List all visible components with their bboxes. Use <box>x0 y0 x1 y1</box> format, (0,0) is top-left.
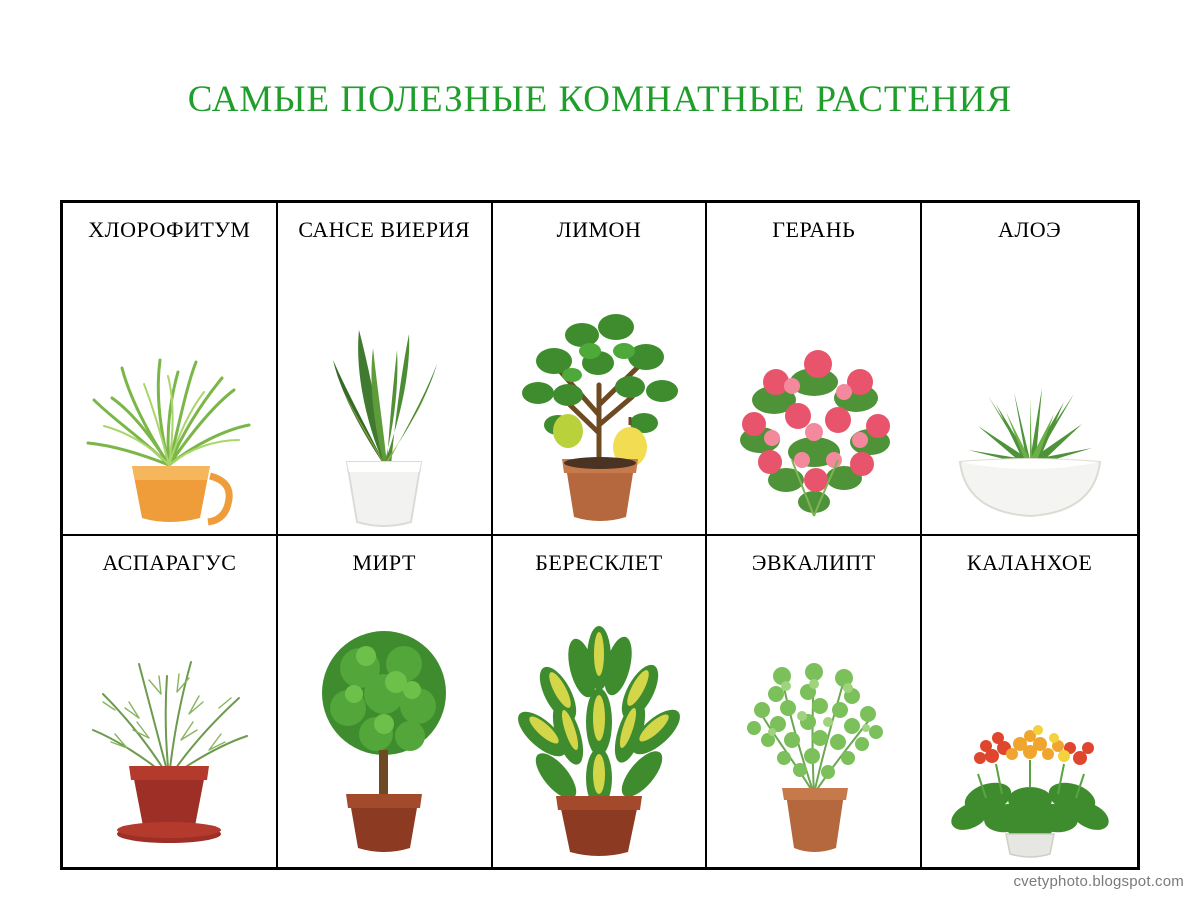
plant-cell-chlorophytum[interactable] <box>63 203 278 534</box>
plant-name-label: КАЛАНХОЕ <box>966 550 1093 575</box>
plant-cell-kalanchoe[interactable] <box>922 536 1137 867</box>
myrtle-topiary-in-brown-pot-icon <box>278 578 491 867</box>
plant-cell-sansevieria[interactable] <box>278 203 493 534</box>
plant-cell-myrtle[interactable] <box>278 536 493 867</box>
spider-plant-in-orange-pot-icon <box>63 245 276 534</box>
plant-table <box>60 200 1140 870</box>
table-row <box>63 536 1137 867</box>
plant-cell-eucalyptus[interactable] <box>707 536 922 867</box>
snake-plant-in-white-pot-icon <box>278 245 491 534</box>
kalanchoe-flowering-plant-icon <box>922 578 1137 867</box>
watermark: cvetyphoto.blogspot.com <box>1013 873 1184 890</box>
asparagus-fern-in-red-pot-icon <box>63 578 276 867</box>
page-title: САМЫЕ ПОЛЕЗНЫЕ КОМНАТНЫЕ РАСТЕНИЯ <box>187 79 1013 120</box>
plant-cell-geranium[interactable] <box>707 203 922 534</box>
euonymus-variegated-in-pot-icon <box>493 578 706 867</box>
plant-cell-euonymus[interactable] <box>493 536 708 867</box>
plant-cell-asparagus[interactable] <box>63 536 278 867</box>
aloe-in-white-bowl-icon <box>922 245 1137 534</box>
plant-cell-lemon[interactable] <box>493 203 708 534</box>
plant-name-label: МИРТ <box>352 550 416 575</box>
pink-geranium-flowers-icon <box>707 245 920 534</box>
plant-name-label: ЛИМОН <box>556 217 642 242</box>
plant-name-label: АЛОЭ <box>997 217 1062 242</box>
plant-name-label: БЕРЕСКЛЕТ <box>535 550 663 575</box>
eucalyptus-in-terracotta-pot-icon <box>707 578 920 867</box>
plant-name-label: ГЕРАНЬ <box>772 217 856 242</box>
table-row <box>63 203 1137 536</box>
plant-cell-aloe[interactable] <box>922 203 1137 534</box>
lemon-tree-in-terracotta-pot-icon <box>493 245 706 534</box>
plant-name-label: САНСЕ ВИЕРИЯ <box>298 217 471 242</box>
plant-name-label: ЭВКАЛИПТ <box>751 550 876 575</box>
plant-name-label: АСПАРАГУС <box>102 550 237 575</box>
plant-name-label: ХЛОРОФИТУМ <box>88 217 251 242</box>
